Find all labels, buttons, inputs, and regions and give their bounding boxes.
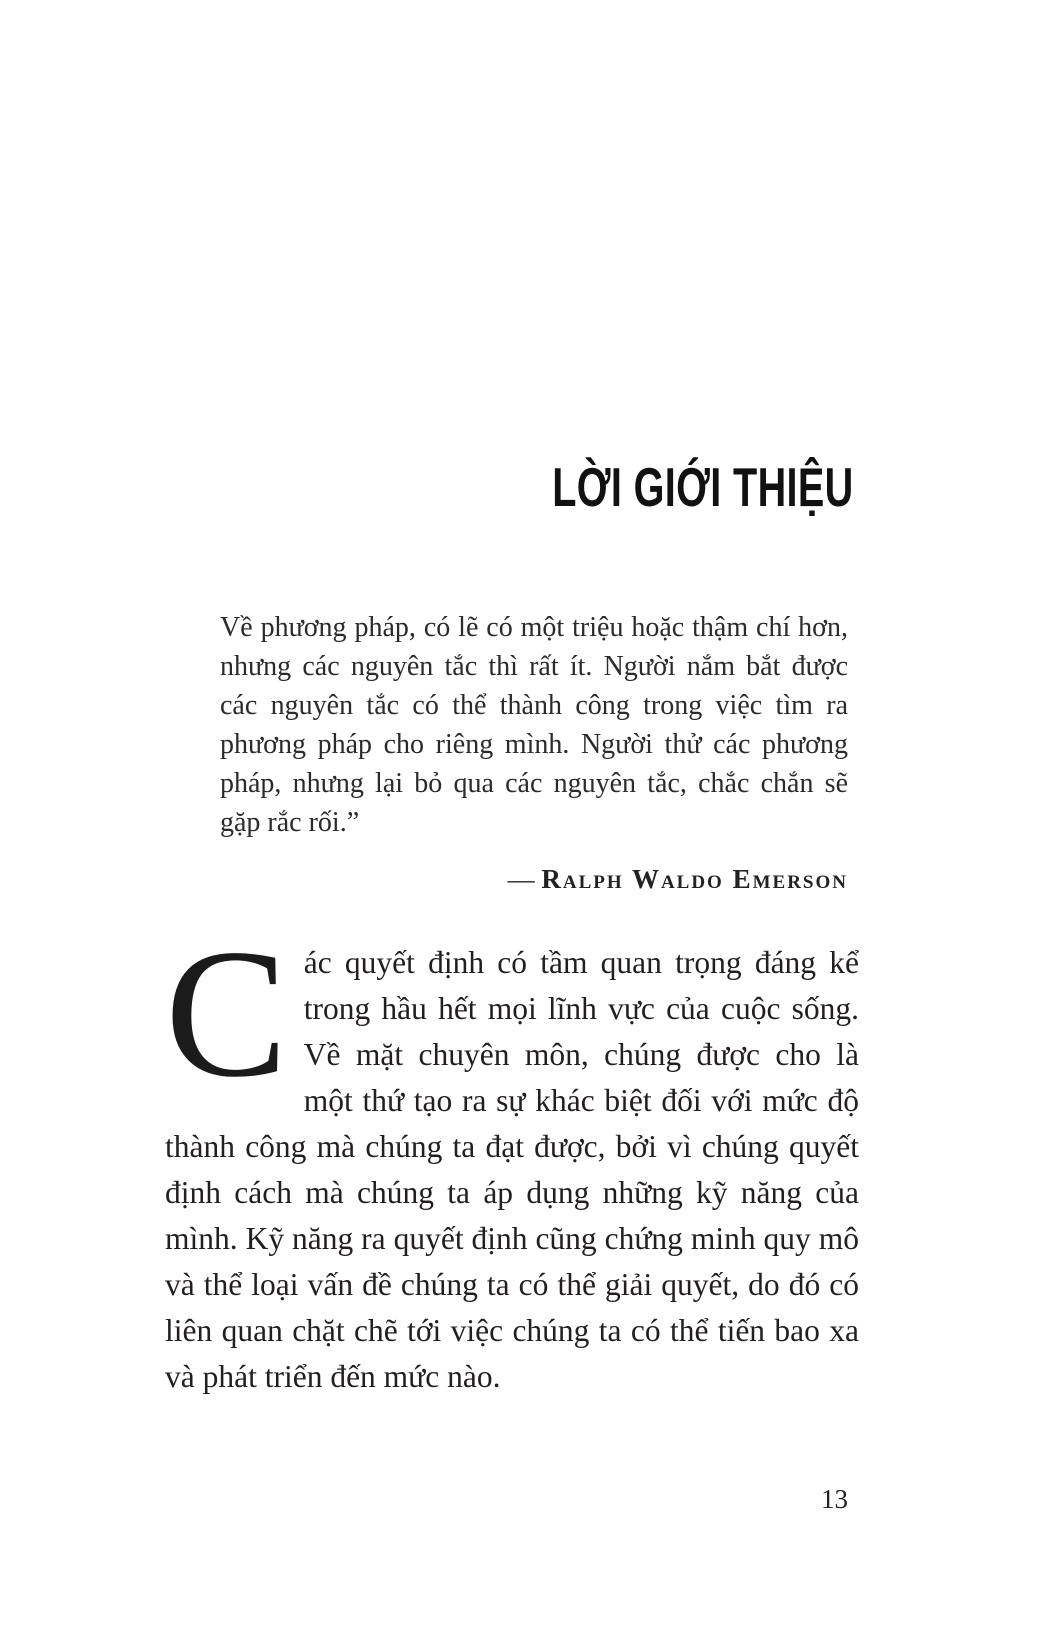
body-paragraph [165,911,859,1400]
page-number: 13 [821,1484,848,1514]
attribution-name: Ralph Waldo Emerson [541,864,848,894]
epigraph-text: Về phương pháp, có lẽ có một triệu hoặc thậm chí hơn, nhưng các nguyên tắc thì rất ít. Người nắm bắt được các nguyên tắc có thể thành công trong việc tìm ra phương pháp cho riêng mình. Người thử các phương pháp, nhưng lại bỏ qua các nguyên tắc, chắc chắn sẽ gặp rắc rối.” [220,612,848,838]
drop-cap: C [165,911,288,1115]
body-text: ác quyết định có tầm quan trọng đáng kể trong hầu hết mọi lĩnh vực của cuộc sống. Về mặt chuyên môn, chúng được cho là một thứ tạo ra sự khác biệt đối với mức độ thành công mà chúng ta đạt được, bởi vì chúng quyết định cách mà chúng ta áp dụng những kỹ năng của mình. Kỹ năng ra quyết định cũng chứng minh quy mô và thể loại vấn đề chúng ta có thể giải quyết, do đó có liên quan chặt chẽ tới việc chúng ta có thể tiến bao xa và phát triển đến mức nào. [165,945,859,1394]
attribution-dash: — [507,864,542,894]
epigraph-attribution [220,864,848,895]
chapter-title: LỜI GIỚI THIỆU [552,456,854,518]
epigraph [220,608,848,895]
